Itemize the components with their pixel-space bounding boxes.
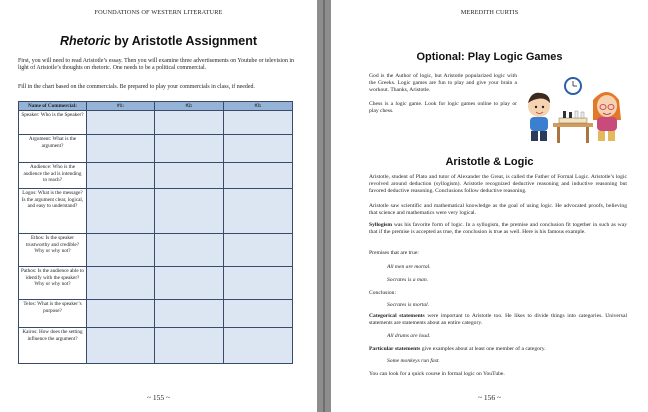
table-cell[interactable] bbox=[155, 328, 224, 364]
table-row bbox=[19, 135, 293, 163]
girl-figure bbox=[593, 92, 621, 141]
running-header-right: MEREDITH CURTIS bbox=[460, 9, 519, 16]
gutter-divider bbox=[323, 0, 325, 412]
table-cell[interactable] bbox=[87, 135, 155, 163]
particular-text: give examples about at least one member of a category. bbox=[420, 346, 546, 352]
table-cell[interactable] bbox=[224, 189, 293, 234]
row-label-speaker: Speaker: Who is the Speaker? bbox=[19, 111, 87, 135]
row-label-audience: Audience: Who is the audience the ad is intending to reach? bbox=[19, 163, 87, 189]
syllogism-term: Syllogism bbox=[369, 222, 393, 228]
universal-example: All drums are loud. bbox=[387, 333, 431, 339]
premises-label: Premises that are true: bbox=[369, 250, 419, 256]
instruction-paragraph: Fill in the chart based on the commercials. Be prepared to play your commercials in class, if needed. bbox=[18, 84, 255, 90]
logic-games-paragraph-2: Chess is a logic game. Look for logic games online to play or play chess. bbox=[369, 101, 517, 115]
premise-1: All men are mortal. bbox=[387, 264, 431, 270]
conclusion-label: Conclusion: bbox=[369, 290, 397, 296]
table-row bbox=[19, 300, 293, 328]
particular-example: Some monkeys run fast. bbox=[387, 358, 440, 364]
table-cell[interactable] bbox=[224, 328, 293, 364]
aristotle-paragraph-1: Aristotle, student of Plato and tutor of Alexander the Great, is called the Father of Formal Logic. Aristotle’s logic revolved around deduction (syllogism). Aristotle recognized deductive reasoning and inductive reasoning but favored deductive reasoning. Conclusions follow deductive reasoning. bbox=[369, 174, 627, 195]
syllogism-paragraph bbox=[369, 222, 627, 236]
chart-header-1: #1: bbox=[87, 102, 155, 111]
categorical-paragraph bbox=[369, 313, 627, 327]
table-row bbox=[19, 234, 293, 267]
table-row bbox=[19, 267, 293, 300]
row-label-pathos: Pathos: Is the audience able to identify with the speaker? Why or why not? bbox=[19, 267, 87, 300]
premise-2: Socrates is a man. bbox=[387, 277, 429, 283]
chart-header-row bbox=[19, 102, 293, 111]
closing-sentence: You can look for a quick course in formal logic on YouTube. bbox=[369, 371, 505, 377]
chart-header-name: Name of Commercial: bbox=[19, 102, 87, 111]
clock-icon bbox=[565, 78, 581, 94]
table-row bbox=[19, 111, 293, 135]
table-cell[interactable] bbox=[224, 111, 293, 135]
running-header-left: FOUNDATIONS OF WESTERN LITERATURE bbox=[94, 9, 223, 16]
table-cell[interactable] bbox=[87, 267, 155, 300]
table-cell[interactable] bbox=[224, 163, 293, 189]
right-page bbox=[331, 0, 648, 412]
intro-paragraph: First, you will need to read Aristotle’s essay. Then you will examine three advertisements on Youtube or television in light of Aristotle’s thoughts on rhetoric. One needs to be a political commercial. bbox=[18, 58, 294, 72]
row-label-argument: Argument: What is the argument? bbox=[19, 135, 87, 163]
categorical-term: Categorical statements bbox=[369, 313, 425, 319]
table-cell[interactable] bbox=[87, 111, 155, 135]
table-cell[interactable] bbox=[155, 267, 224, 300]
table-cell[interactable] bbox=[87, 328, 155, 364]
row-label-logos: Logos: What is the message? Is the argument clear, logical, and easy to understand? bbox=[19, 189, 87, 234]
table-cell[interactable] bbox=[155, 111, 224, 135]
assignment-title bbox=[0, 34, 317, 48]
table-row bbox=[19, 189, 293, 234]
commercial-chart bbox=[18, 101, 293, 364]
categorical-text: were important to Aristotle too. He likes to divide things into categories. Universal statements are statements about an entire category. bbox=[369, 313, 627, 327]
row-label-kairos: Kairos: How does the setting influence the argument? bbox=[19, 328, 87, 364]
table-cell[interactable] bbox=[155, 300, 224, 328]
row-label-ethos: Ethos: Is the speaker trustworthy and credible? Why or why not? bbox=[19, 234, 87, 267]
conclusion-example: Socrates is mortal. bbox=[387, 302, 430, 308]
chart-header-2: #2: bbox=[155, 102, 224, 111]
table-cell[interactable] bbox=[155, 189, 224, 234]
table-cell[interactable] bbox=[224, 234, 293, 267]
table-cell[interactable] bbox=[87, 163, 155, 189]
chess-table bbox=[553, 111, 593, 143]
assignment-title-rest: by Aristotle Assignment bbox=[110, 34, 258, 48]
table-cell[interactable] bbox=[87, 300, 155, 328]
page-number-left: ~ 155 ~ bbox=[146, 393, 171, 402]
table-row bbox=[19, 328, 293, 364]
aristotle-logic-title: Aristotle & Logic bbox=[445, 156, 534, 168]
table-cell[interactable] bbox=[87, 234, 155, 267]
logic-games-title: Optional: Play Logic Games bbox=[416, 51, 563, 63]
table-cell[interactable] bbox=[224, 300, 293, 328]
chart-header-3: #3: bbox=[224, 102, 293, 111]
table-cell[interactable] bbox=[224, 135, 293, 163]
left-page bbox=[0, 0, 317, 412]
syllogism-text: was his favorite form of logic. In a syllogism, the premise and conclusion fit together in such as way that if the premise is accepted as true, the conclusion is true as well. Here is his famous example. bbox=[369, 222, 627, 236]
particular-term: Particular statements bbox=[369, 346, 421, 352]
table-cell[interactable] bbox=[155, 234, 224, 267]
table-cell[interactable] bbox=[155, 163, 224, 189]
assignment-title-italic: Rhetoric bbox=[59, 34, 111, 48]
logic-games-paragraph-1: God is the Author of logic, but Aristotle popularized logic with the Greeks. Logic games are fun to play and give your brain a workout. Thanks, Aristotle. bbox=[369, 73, 517, 94]
table-cell[interactable] bbox=[155, 135, 224, 163]
kids-playing-chess-illustration bbox=[521, 76, 625, 146]
page-number-right: ~ 156 ~ bbox=[477, 393, 502, 402]
table-row bbox=[19, 163, 293, 189]
table-cell[interactable] bbox=[224, 267, 293, 300]
row-label-telos: Telos: What is the speaker’s purpose? bbox=[19, 300, 87, 328]
aristotle-paragraph-2: Aristotle saw scientific and mathematical knowledge as the goal of using logic. He advocated proofs, believing that science and mathematics were very logical. bbox=[369, 203, 627, 217]
table-cell[interactable] bbox=[87, 189, 155, 234]
boy-figure bbox=[528, 93, 550, 141]
particular-paragraph bbox=[369, 346, 627, 353]
